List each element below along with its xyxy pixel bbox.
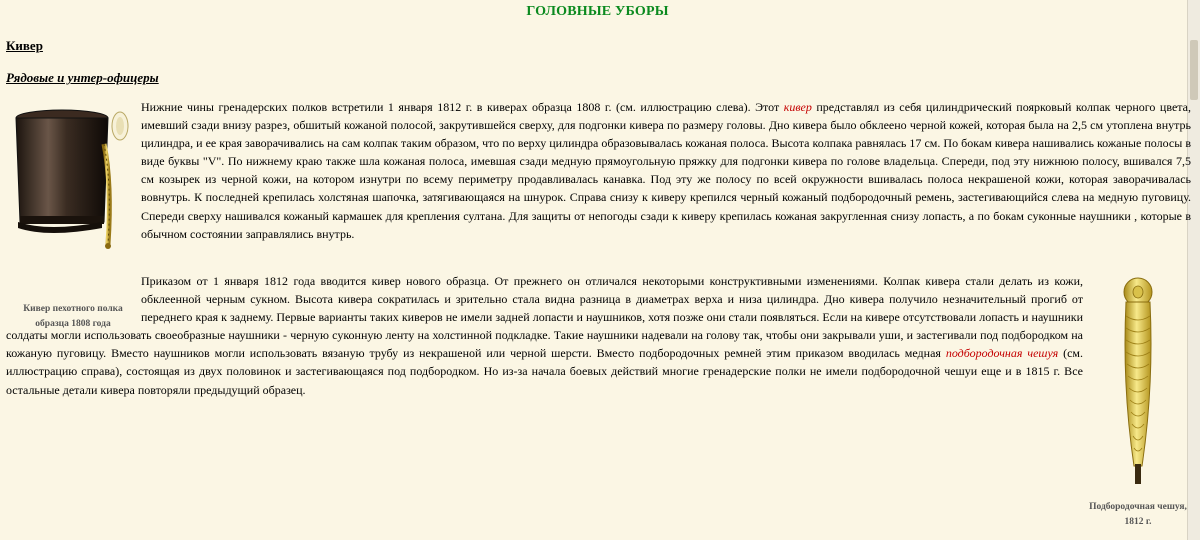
kiver-link[interactable]: кивер (783, 100, 812, 114)
shako-caption: Кивер пехотного полка образца 1808 года (23, 304, 123, 329)
shako-illustration (8, 104, 134, 264)
vertical-scrollbar[interactable] (1187, 0, 1200, 540)
paragraph-1 (141, 98, 1191, 243)
paragraph-2-text-start: Приказом от 1 января 1812 года вводится кивер нового образца. От прежнего он отличался некоторыми конструктивными изменениями. Колпак кивера стали делать из кожи, обклеенной черным сукном. Высота кивера сократилась и зрительно стала видна разница в диаметрах верха и низа цилиндра. Дно кивера получило незначительный прогиб от переднего края к заднему. Первые варианты таких киверов не имели задней лопасти и наушников, хотя позже они стали появляться. Если на кивере отсутствовали лопасть и наушники солдаты могли использовать своеобразные наушники - черную суконную ленту на холстинной подкладке. Такие наушники надевали на голову так, чтобы они закрывали уши, и застегивали под подбородком на кожаную пуговицу. Вместо наушников могли использовать вязаную трубу из некрашеной или черной шерсти. Вместо подбородочных ремней этим приказом вводилась медная (6, 274, 1083, 361)
chin-scales-link[interactable]: подбородочная чешуя (945, 346, 1059, 361)
paragraph-2-text-end: (см. иллюстрацию справа), состоящая из двух половинок и застегивающаяся под подбородком. Но из-за начала боевых действий многие гренадерские полки не имели подбородочной чешуи еще и в 1815 г. Все остальные детали кивера повторяли предыдущий образец. (6, 346, 1083, 397)
text-wrap-spacer (6, 272, 141, 326)
paragraph-1-text-end: представлял из себя цилиндрический поярковый колпак черного цвета, имевший сзади внизу разрез, обшитый кожаной полосой, закрутившейся сверху, для подгонки кивера по размеру головы. Дно кивера было обклеено черной кожей, которая была на 2,5 см утоплена внутрь цилиндра, и ее края заворачивались на сам колпак таким образом, что по верху цилиндра образовывалась кожаная полоса. Высота колпака равнялась 17 см. По бокам кивера нашивались кожаные полосы в виде буквы "V". По нижнему краю также шла кожаная полоса, имевшая сзади медную прямоугольную пряжку для подгонки кивера по голове владельца. Спереди, под эту нижнюю полосу, вшивался 7,5 см козырек из черной кожи, на котором изнутри по всему периметру продавливалась канавка. Под эту же полосу по всей окружности вшивалась полоса некрашеной кожи, которая заворачивалась вовнутрь. К последней крепилась холстяная шапочка, затягивающаяся на шнурок. Справа снизу к киверу крепился черный кожаный подбородочный ремень, застегивающийся слева на медную пуговицу. Спереди сверху нашивался кожаный кармашек для крепления султана. Для защиты от непогоды сзади к киверу крепилась кожаная закругленная снизу лопасть, а по бокам суконные наушники , которые в обычном состоянии заправлялись внутрь. (141, 100, 1191, 241)
scrollbar-thumb[interactable] (1190, 40, 1198, 100)
page-title: ГОЛОВНЫЕ УБОРЫ (526, 4, 669, 19)
paragraph-1-text-start: Нижние чины гренадерских полков встретили 1 января 1812 г. в киверах образца 1808 г. (см. иллюстрацию слева). Этот (141, 100, 784, 114)
paragraph-2 (6, 272, 1083, 399)
section-heading: Кивер (6, 38, 43, 53)
subsection-heading: Рядовые и унтер-офицеры (6, 70, 159, 85)
chin-scales-caption: Подбородочная чешуя, 1812 г. (1089, 502, 1187, 527)
chin-scales-illustration (1112, 276, 1164, 490)
